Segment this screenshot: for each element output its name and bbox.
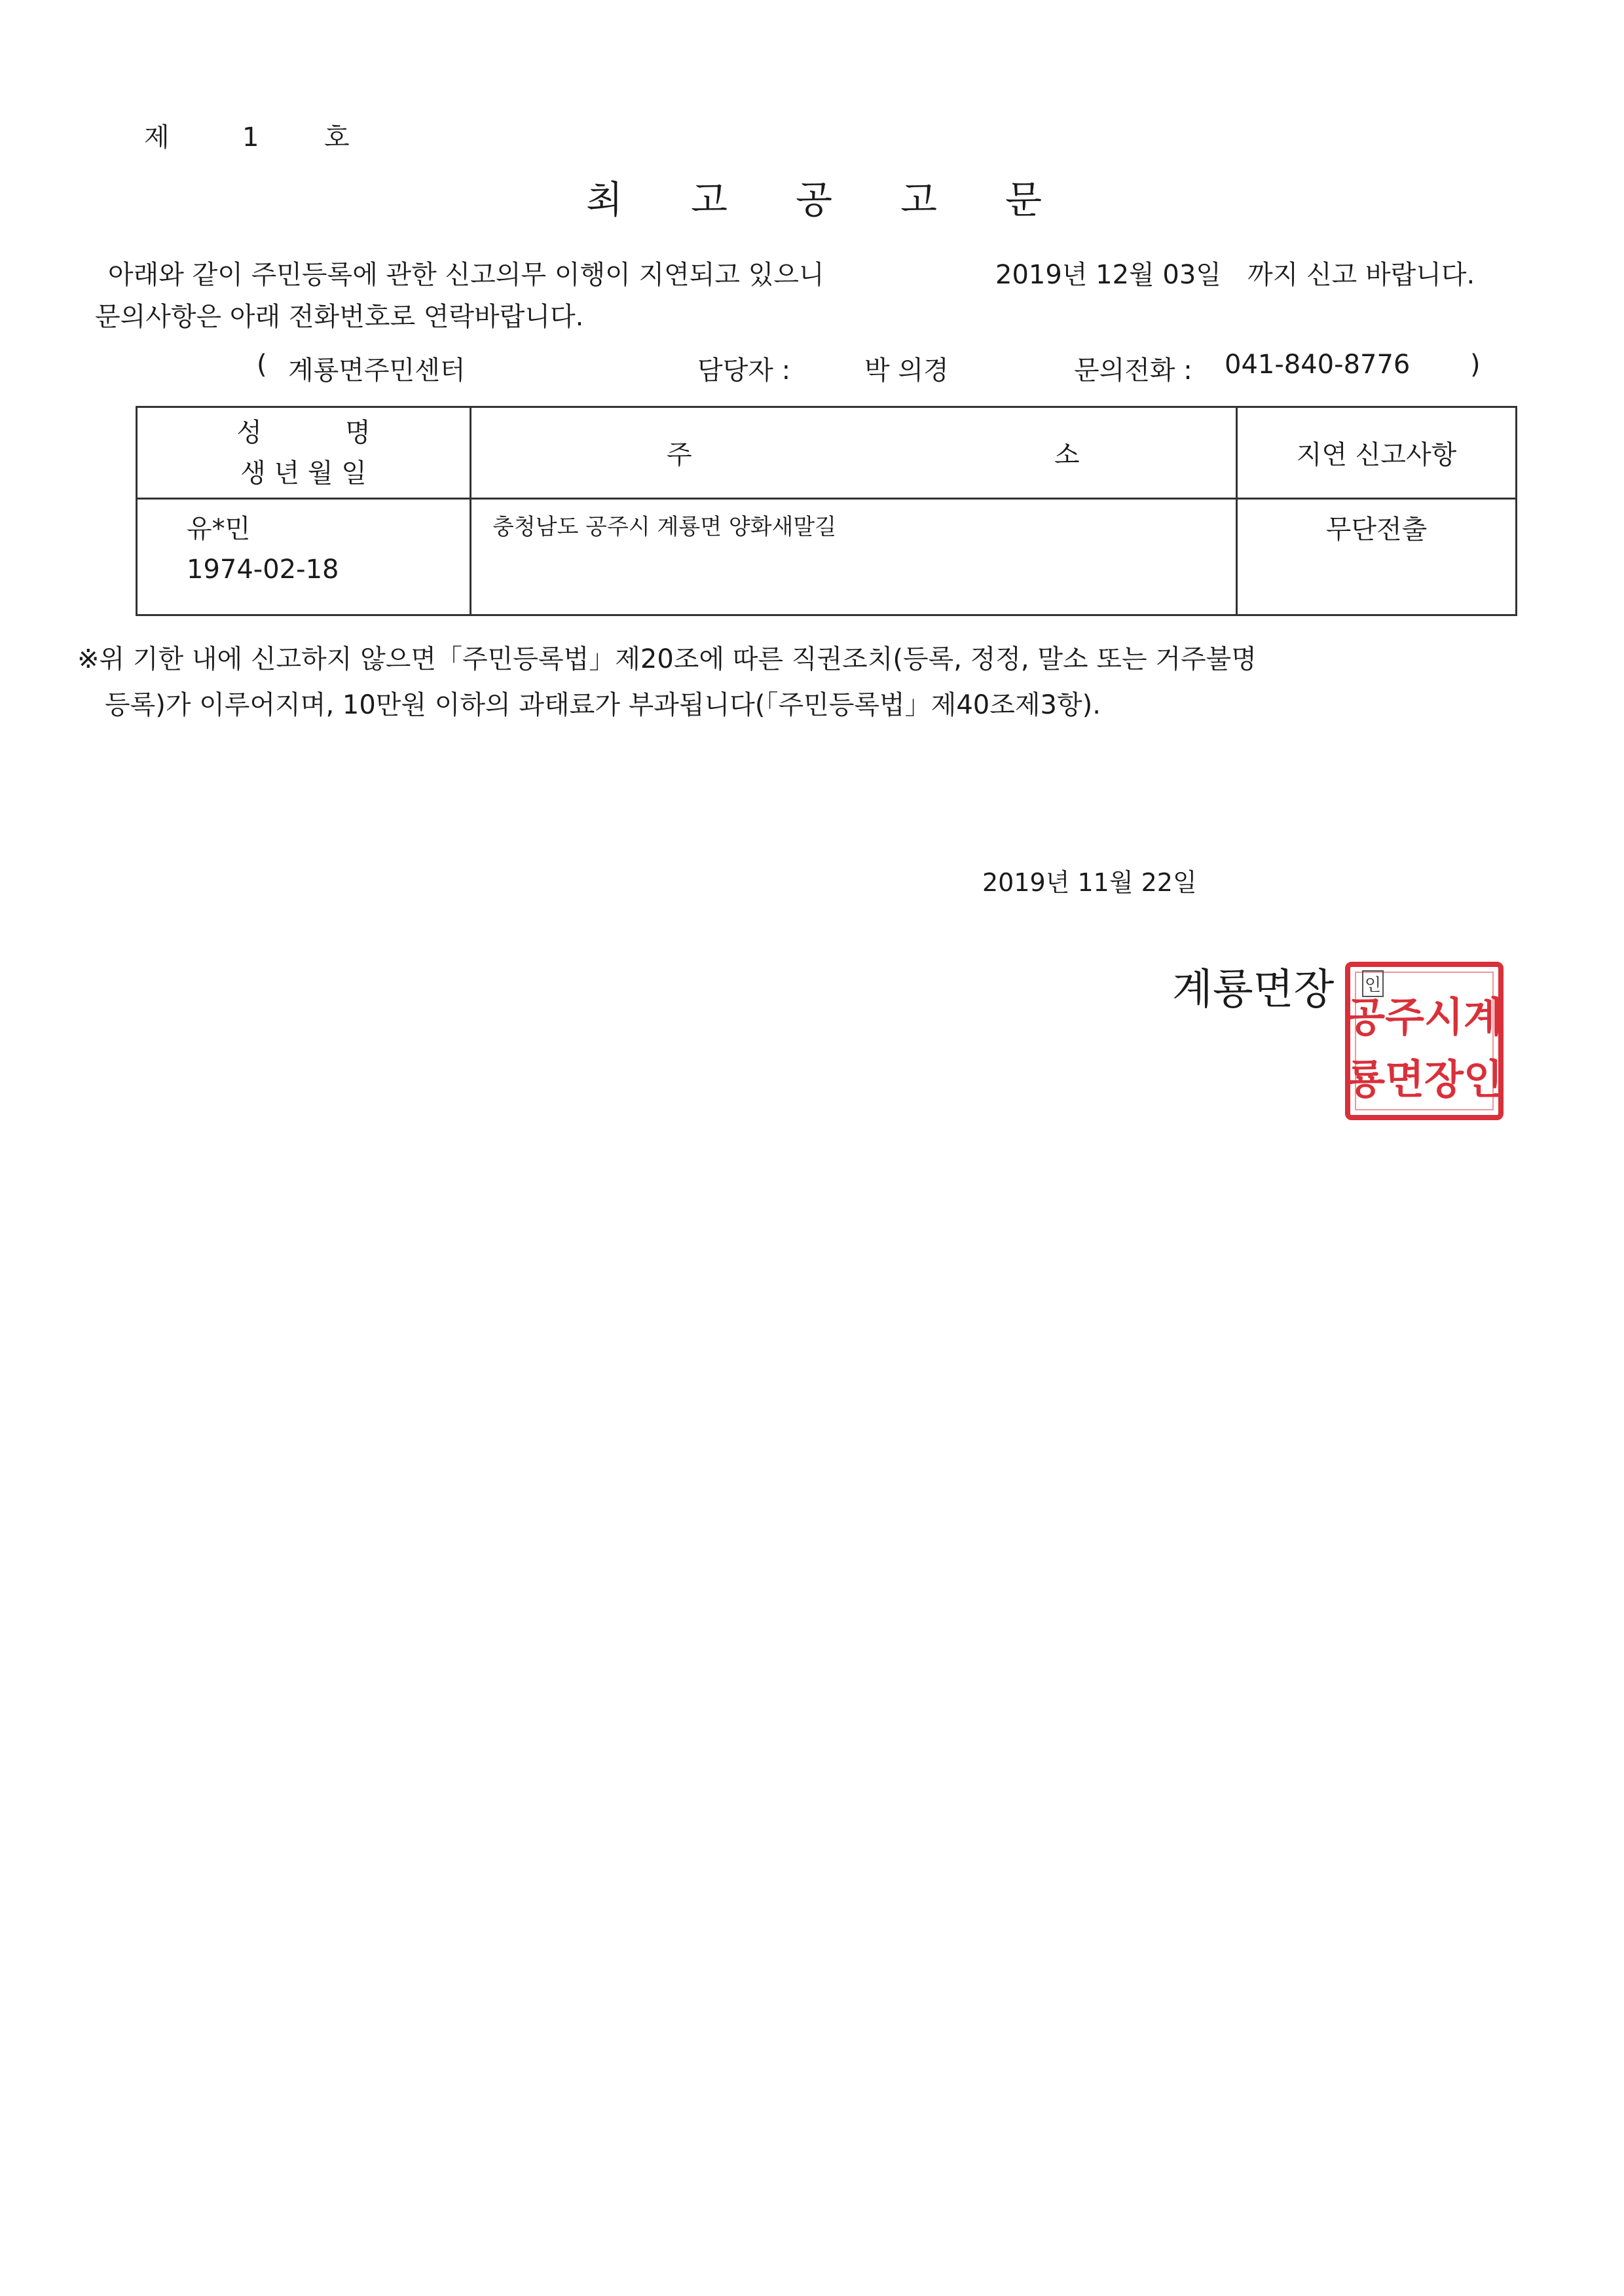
header-name: 성 명	[236, 417, 371, 448]
title-char: 문	[1005, 177, 1043, 222]
notice-line-2: 등록)가 이루어지며, 10만원 이하의 과태료가 부과됩니다(「주민등록법」제40조제3항).	[105, 690, 1101, 720]
body-line-2: 문의사항은 아래 전화번호로 연락바랍니다.	[95, 302, 584, 332]
table-header-row	[137, 407, 1517, 499]
page-title	[586, 169, 1110, 224]
row-address: 충청남도 공주시 계룡면 양화새말길	[471, 499, 1237, 615]
header-address	[471, 407, 1237, 499]
title-char: 공	[796, 177, 833, 222]
doc-number-prefix: 제	[144, 122, 170, 153]
row-name: 유*민	[187, 514, 251, 544]
contact-phone-label: 문의전화 :	[1074, 355, 1192, 386]
body-line-1-end: 까지 신고 바랍니다.	[1247, 260, 1475, 290]
header-name-birth	[137, 407, 471, 499]
title-char: 고	[691, 177, 728, 222]
deadline-date: 2019년 12월 03일	[995, 260, 1221, 290]
records-table	[136, 406, 1517, 616]
title-char: 고	[900, 177, 938, 222]
row-name-birth	[137, 499, 471, 615]
contact-open-paren: (	[257, 350, 267, 380]
seal-text-line-1: 공주시계	[1346, 993, 1503, 1041]
header-birth: 생 년 월 일	[240, 458, 367, 488]
contact-close-paren: )	[1470, 350, 1481, 380]
contact-center: 계룡면주민센터	[288, 355, 466, 386]
signer-title: 계룡면장	[1172, 966, 1335, 1014]
header-address-1: 주	[667, 440, 692, 470]
header-address-2: 소	[1054, 440, 1080, 470]
title-char: 최	[586, 177, 623, 222]
issue-date: 2019년 11월 22일	[982, 868, 1197, 897]
row-note: 무단전출	[1237, 499, 1517, 615]
contact-manager-label: 담당자 :	[697, 355, 791, 386]
body-line-1-start: 아래와 같이 주민등록에 관한 신고의무 이행이 지연되고 있으니	[108, 260, 824, 290]
contact-manager: 박 의경	[864, 355, 949, 386]
doc-number-value: 1	[242, 122, 259, 153]
contact-phone: 041-840-8776	[1225, 350, 1411, 380]
seal-mark: 인	[1362, 970, 1384, 997]
doc-number-suffix: 호	[324, 122, 350, 153]
notice-line-1: ※위 기한 내에 신고하지 않으면「주민등록법」제20조에 따른 직권조치(등록, 정정, 말소 또는 거주불명	[77, 644, 1257, 674]
document-number	[144, 117, 350, 154]
header-note: 지연 신고사항	[1237, 407, 1517, 499]
table-row	[137, 499, 1517, 615]
row-birth: 1974-02-18	[187, 555, 339, 585]
seal-text-line-2: 룡면장인	[1346, 1055, 1503, 1103]
